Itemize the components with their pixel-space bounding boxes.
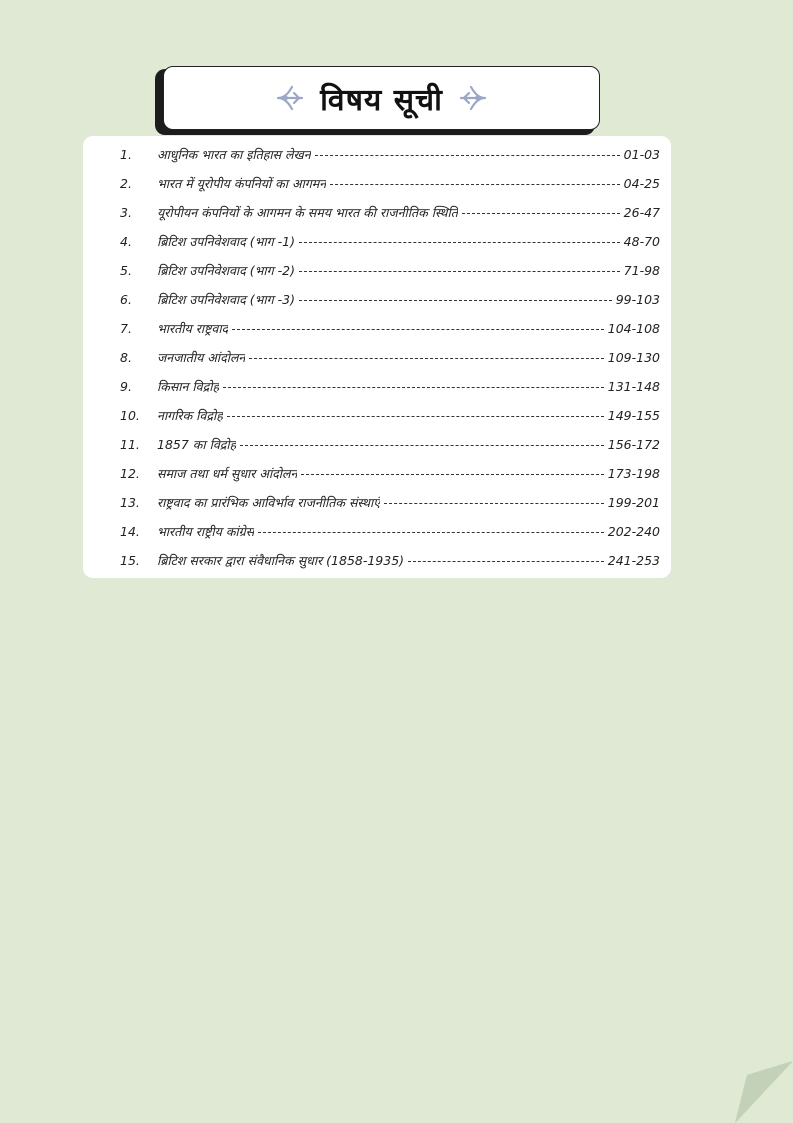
toc-item[interactable] <box>120 172 660 194</box>
toc-item-number: 8. <box>120 349 132 365</box>
toc-item-title: ब्रिटिश उपनिवेशवाद (भाग -3) <box>157 291 296 307</box>
toc-item-number: 7. <box>120 320 132 336</box>
page-title: विषय सूची <box>320 82 443 118</box>
toc-item-title: आधुनिक भारत का इतिहास लेखन <box>157 146 311 162</box>
toc-item[interactable] <box>120 201 660 223</box>
toc-item-pages: 104-108 <box>607 320 660 336</box>
toc-item-number: 11. <box>120 436 140 452</box>
toc-item[interactable] <box>120 404 660 426</box>
toc-item-pages: 01-03 <box>623 146 660 162</box>
toc-item-number: 12. <box>120 465 140 481</box>
title-box <box>163 66 600 130</box>
dot-leader <box>258 532 604 533</box>
toc-item[interactable] <box>120 491 660 513</box>
toc-item-title: 1857 का विद्रोह <box>157 436 237 452</box>
dot-leader <box>384 503 604 504</box>
toc-item[interactable] <box>120 346 660 368</box>
toc-item-title: भारतीय राष्ट्रीय कांग्रेस <box>157 523 255 539</box>
toc-item-number: 9. <box>120 378 132 394</box>
toc-item[interactable] <box>120 230 660 252</box>
flourish-ornament-icon <box>272 81 306 115</box>
toc-item-title: ब्रिटिश उपनिवेशवाद (भाग -1) <box>157 233 296 249</box>
toc-item-title: जनजातीय आंदोलन <box>157 349 246 365</box>
toc-item-title: ब्रिटिश उपनिवेशवाद (भाग -2) <box>157 262 296 278</box>
toc-item-pages: 109-130 <box>607 349 660 365</box>
flourish-ornament-icon <box>457 81 491 115</box>
toc-item-number: 2. <box>120 175 132 191</box>
toc-item-title: राष्ट्रवाद का प्रारंभिक आविर्भाव राजनीतिक संस्थाएं <box>157 494 381 510</box>
toc-item-number: 1. <box>120 146 132 162</box>
toc-item-title: भारत में यूरोपीय कंपनियों का आगमन <box>157 175 327 191</box>
dot-leader <box>315 155 620 156</box>
toc-item-title: भारतीय राष्ट्रवाद <box>157 320 229 336</box>
toc-item-pages: 26-47 <box>623 204 660 220</box>
toc-item-pages: 48-70 <box>623 233 660 249</box>
dot-leader <box>249 358 603 359</box>
page-curl-icon <box>735 1061 793 1123</box>
toc-item-pages: 173-198 <box>607 465 660 481</box>
toc-item-number: 6. <box>120 291 132 307</box>
dot-leader <box>299 271 620 272</box>
toc-item-number: 4. <box>120 233 132 249</box>
toc-item[interactable] <box>120 549 660 571</box>
dot-leader <box>240 445 603 446</box>
toc-item-number: 14. <box>120 523 140 539</box>
toc-item[interactable] <box>120 259 660 281</box>
toc-item-title: नागरिक विद्रोह <box>157 407 223 423</box>
dot-leader <box>232 329 604 330</box>
toc-item-title: ब्रिटिश सरकार द्वारा संवैधानिक सुधार (1858-1935) <box>157 552 405 568</box>
toc-item-pages: 04-25 <box>623 175 660 191</box>
toc-item[interactable] <box>120 143 660 165</box>
toc-item-pages: 156-172 <box>607 436 660 452</box>
toc-item[interactable] <box>120 520 660 542</box>
toc-item-number: 10. <box>120 407 140 423</box>
toc-item-pages: 149-155 <box>607 407 660 423</box>
dot-leader <box>227 416 604 417</box>
toc-item-number: 5. <box>120 262 132 278</box>
toc-item[interactable] <box>120 433 660 455</box>
toc-item-pages: 199-201 <box>607 494 660 510</box>
dot-leader <box>299 300 612 301</box>
toc-item[interactable] <box>120 288 660 310</box>
toc-item-pages: 71-98 <box>623 262 660 278</box>
toc-item-title: किसान विद्रोह <box>157 378 220 394</box>
toc-item-pages: 241-253 <box>607 552 660 568</box>
toc-item[interactable] <box>120 317 660 339</box>
toc-item-number: 13. <box>120 494 140 510</box>
toc-item-title: समाज तथा धर्म सुधार आंदोलन <box>157 465 298 481</box>
toc-item-title: यूरोपीयन कंपनियों के आगमन के समय भारत की राजनीतिक स्थिति <box>157 204 458 220</box>
dot-leader <box>330 184 619 185</box>
dot-leader <box>301 474 603 475</box>
toc-item-number: 3. <box>120 204 132 220</box>
dot-leader <box>462 213 620 214</box>
toc-item-number: 15. <box>120 552 140 568</box>
toc-item-pages: 202-240 <box>607 523 660 539</box>
toc-item[interactable] <box>120 462 660 484</box>
toc-item-pages: 131-148 <box>607 378 660 394</box>
dot-leader <box>299 242 620 243</box>
dot-leader <box>408 561 604 562</box>
toc-item-pages: 99-103 <box>615 291 660 307</box>
dot-leader <box>223 387 604 388</box>
table-of-contents <box>83 136 671 578</box>
toc-item[interactable] <box>120 375 660 397</box>
